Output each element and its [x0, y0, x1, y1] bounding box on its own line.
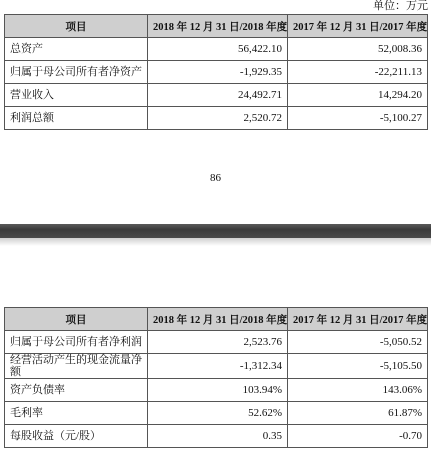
value-2017: 61.87%: [288, 402, 428, 425]
financial-table-top: [4, 14, 428, 130]
value-2018: 0.35: [148, 425, 288, 448]
value-2018: 24,492.71: [148, 84, 288, 107]
value-2017: 14,294.20: [288, 84, 428, 107]
table-row: [5, 61, 428, 84]
value-2018: 52.62%: [148, 402, 288, 425]
table-header-row: [5, 15, 428, 38]
header-item: 项目: [5, 308, 148, 331]
row-label: 利润总额: [5, 107, 148, 130]
value-2017: -0.70: [288, 425, 428, 448]
header-item: 项目: [5, 15, 148, 38]
row-label: 每股收益（元/股）: [5, 425, 148, 448]
table-row: [5, 107, 428, 130]
header-2017: 2017 年 12 月 31 日/2017 年度: [288, 15, 428, 38]
table-row: [5, 331, 428, 354]
row-label: 资产负债率: [5, 379, 148, 402]
table-row: [5, 379, 428, 402]
value-2018: 56,422.10: [148, 38, 288, 61]
table-header-row: [5, 308, 428, 331]
table-row: [5, 38, 428, 61]
financial-table-bottom: [4, 307, 428, 448]
value-2017: -22,211.13: [288, 61, 428, 84]
page-separator: [0, 224, 431, 238]
value-2018: -1,929.35: [148, 61, 288, 84]
unit-label: 单位：万元: [373, 0, 428, 12]
value-2017: -5,100.27: [288, 107, 428, 130]
value-2018: 2,520.72: [148, 107, 288, 130]
row-label: 毛利率: [5, 402, 148, 425]
page-number: 86: [210, 172, 221, 184]
table-row: [5, 84, 428, 107]
row-label: 经营活动产生的现金流量净额: [5, 354, 148, 379]
table-row: [5, 402, 428, 425]
row-label: 营业收入: [5, 84, 148, 107]
value-2017: 52,008.36: [288, 38, 428, 61]
row-label: 总资产: [5, 38, 148, 61]
row-label: 归属于母公司所有者净利润: [5, 331, 148, 354]
value-2018: 103.94%: [148, 379, 288, 402]
table-row: [5, 354, 428, 379]
page-separator-shadow: [0, 238, 431, 246]
row-label: 归属于母公司所有者净资产: [5, 61, 148, 84]
header-2017: 2017 年 12 月 31 日/2017 年度: [288, 308, 428, 331]
table-row: [5, 425, 428, 448]
value-2017: -5,050.52: [288, 331, 428, 354]
header-2018: 2018 年 12 月 31 日/2018 年度: [148, 15, 288, 38]
value-2017: 143.06%: [288, 379, 428, 402]
value-2018: 2,523.76: [148, 331, 288, 354]
header-2018: 2018 年 12 月 31 日/2018 年度: [148, 308, 288, 331]
value-2018: -1,312.34: [148, 354, 288, 379]
value-2017: -5,105.50: [288, 354, 428, 379]
